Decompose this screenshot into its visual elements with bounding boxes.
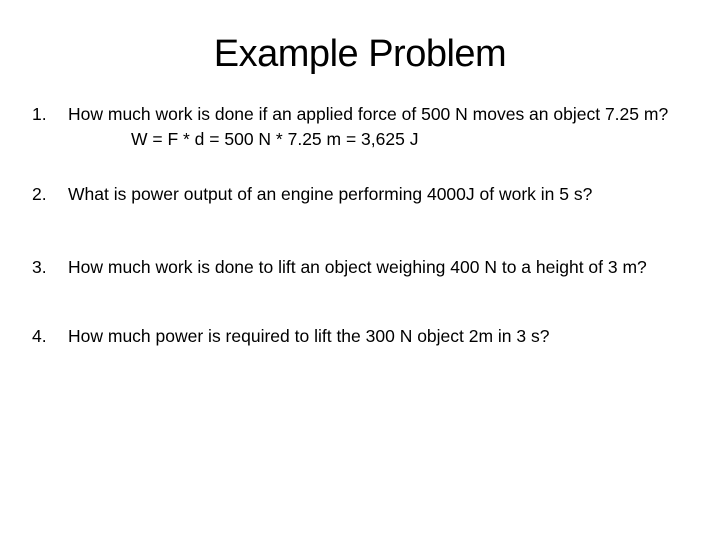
problem-number: 2.: [32, 184, 47, 204]
problem-number: 4.: [32, 326, 47, 346]
problem-list: [32, 102, 702, 349]
problem-item-3: [32, 255, 702, 280]
problem-question: How much power is required to lift the 300 N object 2m in 3 s?: [68, 326, 550, 346]
problem-number: 1.: [32, 104, 47, 124]
slide-title: Example Problem: [213, 33, 507, 75]
problem-number: 3.: [32, 257, 47, 277]
problem-question: What is power output of an engine performing 4000J of work in 5 s?: [68, 184, 593, 204]
problem-item-2: [32, 182, 702, 207]
problem-question: How much work is done to lift an object weighing 400 N to a height of 3 m?: [68, 257, 647, 277]
problem-answer: W = F * d = 500 N * 7.25 m = 3,625 J: [131, 129, 419, 149]
problem-question: How much work is done if an applied force of 500 N moves an object 7.25 m?: [68, 104, 669, 124]
problem-item-1: [32, 102, 702, 152]
problem-item-4: [32, 324, 702, 349]
